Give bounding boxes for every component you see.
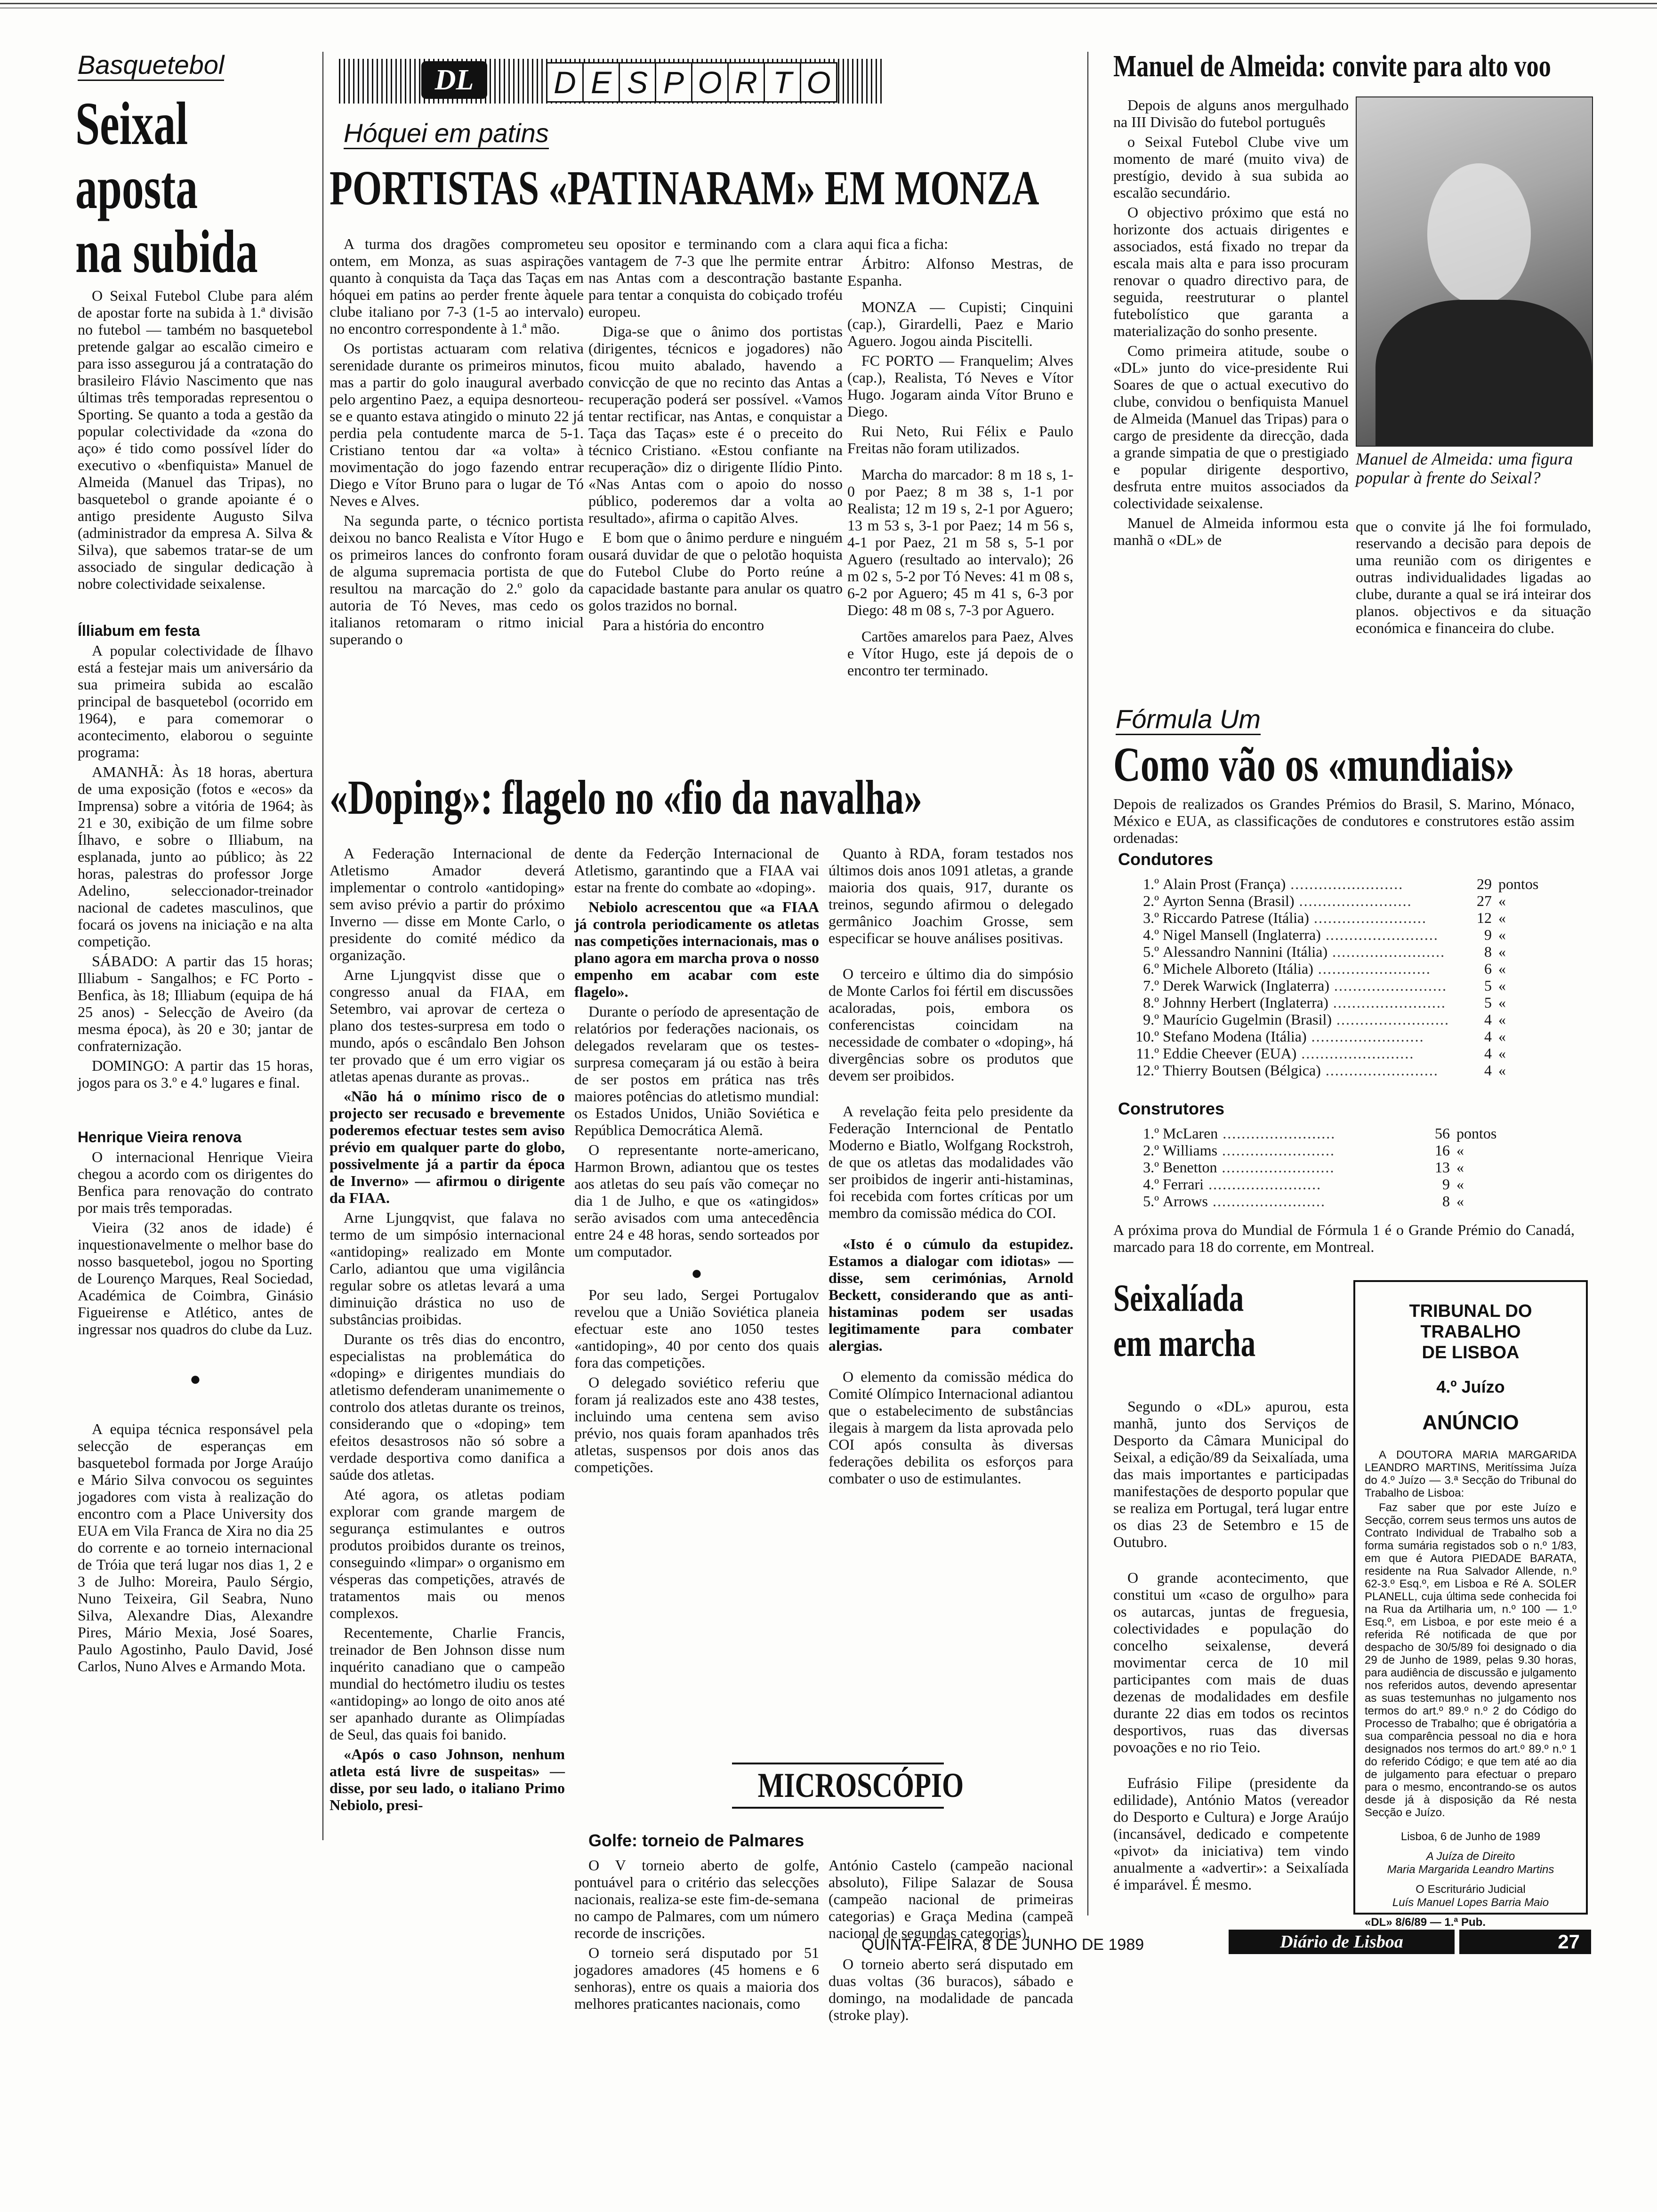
constructors-title: Construtores (1118, 1099, 1225, 1118)
doping-para: «Após o caso Johnson, nenhum atleta está livre de suspeitas» — disse, por seu lado, o italiano Primo Nebiolo, presi- (330, 1746, 565, 1813)
doping-para: O terceiro e último dia do simpósio de Monte Carlos foi fértil em discussões acaloradas, pois, embora os conferencistas coincidam na necessidade de combater o «doping», há divergências sobre os produtos que devem ser proibidos. (828, 965, 1073, 1084)
standings-pos (1130, 994, 1163, 1011)
standings-row (1130, 943, 1555, 960)
standings-name (1163, 1142, 1408, 1159)
standings-points-text: 56 (1435, 1125, 1450, 1142)
standings-unit-text: « (1498, 1062, 1506, 1079)
standings-name-text: Benetton (1163, 1159, 1217, 1176)
tribunal-title: TRIBUNAL DO TRABALHO DE LISBOA (1409, 1301, 1532, 1362)
standings-points (1449, 994, 1498, 1011)
doping-para: Até agora, os atletas podiam explorar com grande margem de segurança estimulantes e outros produtos proibidos durante os treinos, conseguindo «limpar» o organismo em vésperas das competições, através de tratamentos mais ou menos complexos. (330, 1486, 565, 1621)
leader-dots: ........................ (1327, 943, 1446, 960)
standings-row (1130, 909, 1555, 926)
standings-points-text: 4 (1484, 1011, 1492, 1028)
standings-unit (1498, 994, 1555, 1011)
doping-para: Arne Ljungqvist disse que o congresso anual da FIAA, em Setembro, vai aprovar de certeza o plano dos testes-surpresa em todo o mundo, após o escândalo Ben Johson ter provado que é um erro vigiar os atletas apenas durante as provas.. (330, 966, 565, 1085)
standings-unit-text: « (1456, 1176, 1464, 1193)
hoquei-col-2 (588, 235, 843, 636)
microscopio-box (732, 1763, 964, 1809)
standings-unit-text: « (1456, 1159, 1464, 1176)
photo-caption: Manuel de Almeida: uma figura popular à frente do Seixal? (1356, 449, 1573, 487)
section-formula: Fórmula Um (1116, 704, 1261, 734)
standings-unit-text: « (1498, 977, 1506, 994)
logo-dl: DL (434, 64, 474, 96)
sub-illiabum: Ílliabum em festa (78, 622, 200, 639)
standings-points (1449, 892, 1498, 909)
standings-name (1163, 1062, 1449, 1079)
standings-name (1163, 1193, 1408, 1210)
leader-dots: ........................ (1207, 1193, 1326, 1210)
doping-para: Quanto à RDA, foram testados nos últimos dois anos 1091 atletas, a grande maioria dos quais, 917, durante os treinos, segundo afirmou o delegado germânico Joachim Grosse, sem especificar se houve análises positivas. (828, 845, 1073, 946)
hoquei-para: FC PORTO — Franquelim; Alves (cap.), Realista, Tó Neves e Vítor Hugo. Jogaram ainda Vítor Bruno e Diego. (847, 352, 1073, 420)
standings-row (1130, 1011, 1555, 1028)
banner-letter: S (619, 64, 655, 101)
standings-pos-text: 2.º (1143, 892, 1159, 909)
seixaliada-para: Segundo o «DL» apurou, esta manhã, junto dos Serviços de Desporto da Câmara Municipal do Seixal, a edição/89 da Seixalíada, uma das mais importantes e participadas manifestações de desporto popular que se realiza em Portugal, terá lugar entre os dias 23 de Setembro e 15 de Outubro. (1113, 1398, 1349, 1550)
sub-henrique: Henrique Vieira renova (78, 1129, 241, 1146)
standings-row (1130, 1028, 1555, 1045)
standings-pos (1130, 926, 1163, 943)
leader-dots: ........................ (1217, 1142, 1335, 1159)
clerk-name: Luís Manuel Lopes Barria Maio (1392, 1896, 1549, 1909)
left-column (78, 287, 313, 1677)
standings-name-text: Maurício Gugelmin (Brasil) (1163, 1011, 1332, 1028)
hoquei-para: Árbitro: Alfonso Mestras, de Espanha. (847, 255, 1073, 289)
standings-unit (1498, 1062, 1555, 1079)
headline-mundiais: Como vão os «mundiais» (1113, 737, 1515, 792)
photo-head (1427, 163, 1531, 305)
standings-pos (1130, 1045, 1163, 1062)
standings-unit-text: « (1498, 1045, 1506, 1062)
standings-pos-text: 1.º (1143, 1125, 1159, 1142)
bullet: ● (189, 1368, 201, 1389)
tribunal-body: Faz saber que por este Juízo e Secção, correm seus termos uns autos de Contrato Individual de Trabalho sob a forma sumária registados sob o n.º 1/83, em que é Autora PIEDADE BARATA, residente na Rua Salvador Allende, n.º 62-3.º Esq.º, em Lisboa e Ré A. SOLER PLANELL, cuja última sede conhecida foi na Rua da Artilharia um, n.º 100 — 1.º Esq.º, em Lisboa, e por este meio é a referida Ré notificada de que por despacho de 30/5/89 foi designado o dia 29 de Junho de 1989, pelas 9.30 horas, para audiência de discussão e julgamento nos referidos autos, devendo apresentar as suas testemunhas no julgamento nos termos do art.º 89.º n.º 2 do Código do Processo de Trabalho; que é obrigatória a sua comparência pessoal no dia e hora designados nos termos do art.º 89.º n.º 1 do referido Código; e que tem até ao dia de julgamento para efectuar o preparo para o mesmo, encontrando-se os autos desde já à disposição da Ré nesta Secção e Juízo. (1365, 1501, 1577, 1819)
leader-dots: ........................ (1320, 1062, 1439, 1079)
left-para: DOMINGO: A partir das 15 horas, jogos para os 3.º e 4.º lugares e final. (78, 1057, 313, 1091)
standings-pos (1130, 977, 1163, 994)
judge-title: A Juíza de Direito (1426, 1850, 1515, 1863)
standings-points (1449, 960, 1498, 977)
f1-intro: Depois de realizados os Grandes Prémios do Brasil, S. Marino, Mónaco, México e EUA, as classificações de condutores e construtores estão assim ordenadas: (1113, 795, 1575, 846)
standings-name (1163, 1159, 1408, 1176)
leader-dots: ........................ (1313, 960, 1431, 977)
standings-points-text: 12 (1477, 909, 1492, 926)
footer-masthead (1229, 1930, 1455, 1954)
standings-name (1163, 960, 1449, 977)
standings-name (1163, 994, 1449, 1011)
standings-unit (1498, 943, 1555, 960)
standings-unit-text: « (1456, 1193, 1464, 1210)
tribunal-anuncio: ANÚNCIO (1422, 1411, 1519, 1434)
standings-unit (1456, 1142, 1513, 1159)
leader-dots: ........................ (1204, 1176, 1322, 1193)
standings-unit-text: « (1498, 1028, 1506, 1045)
judge-name: Maria Margarida Leandro Martins (1387, 1863, 1554, 1876)
standings-points (1449, 943, 1498, 960)
f1-outro: A próxima prova do Mundial de Fórmula 1 é o Grande Prémio do Canadá, marcado para 18 do corrente, em Montreal. (1113, 1221, 1575, 1255)
doping-para: Nebiolo acrescentou que «a FIAA já controla periodicamente os atletas nas competições internacionais, mas o plano agora em marcha prova o nosso empenho em acabar com este flagelo». (574, 898, 819, 1000)
standings-points-text: 8 (1484, 943, 1492, 960)
standings-row (1130, 926, 1555, 943)
top-rule (0, 3, 1657, 4)
left-para: A popular colectividade de Ílhavo está a festejar mais um aniversário da sua primeira subida ao escalão principal de basquetebol (ocorrido em 1964), e para comemorar o acontecimento, elaborou o seguinte programa: (78, 642, 313, 761)
standings-row (1130, 892, 1555, 909)
standings-points (1408, 1142, 1456, 1159)
standings-name-text: Williams (1163, 1142, 1218, 1159)
standings-points-text: 16 (1435, 1142, 1450, 1159)
banner-letter: E (582, 64, 619, 101)
standings-points-text: 9 (1484, 926, 1492, 943)
almeida-col-2 (1356, 518, 1591, 639)
standings-points-text: 5 (1484, 994, 1492, 1011)
hoquei-para: Na segunda parte, o técnico portista deixou no banco Realista e Vítor Hugo e os primeiros lances do confronto foram de alguma supremacia portista de que resultou na marcação do 2.º golo da autoria de Tó Neves, mas cedo os italianos retomaram o ritmo inicial superando o (330, 512, 584, 648)
section-hoquei: Hóquei em patins (344, 118, 549, 148)
footer-paper: Diário de Lisboa (1280, 1932, 1403, 1952)
standings-points (1449, 1045, 1498, 1062)
standings-pos-text: 1.º (1143, 875, 1159, 892)
standings-row (1130, 1125, 1513, 1142)
standings-pos-text: 4.º (1143, 1176, 1159, 1193)
standings-pos (1130, 1159, 1163, 1176)
hoquei-para: E bom que o ânimo perdure e ninguém ousará duvidar de que o pelotão hoquista do Futebol Clube do Porto reúne a capacidade bastante para anular os quatro golos trazidos no bornal. (588, 529, 843, 614)
hoquei-para: seu opositor e terminando com a clara vantagem de 7-3 que lhe permite entrar nas Antas com a descontração bastante para tentar a conquista do cobiçado troféu europeu. (588, 235, 843, 320)
standings-name-text: Ferrari (1163, 1176, 1204, 1193)
micro-col-1 (574, 1857, 819, 2015)
standings-name (1163, 1045, 1449, 1062)
micro-para: O V torneio aberto de golfe, pontuável para o critério das selecções nacionais, realiza-se este fim-de-semana no campo de Palmares, com um número recorde de inscrições. (574, 1857, 819, 1941)
seixaliada-para: Eufrásio Filipe (presidente da edilidade), António Matos (vereador do Desporto e Cultura) e Jorge Araújo (incansável, dedicado e competente «pivot» da iniciativa) tem vindo anualmente a «advertir»: a Seixalíada é imparável. É mesmo. (1113, 1774, 1349, 1893)
hoquei-para: MONZA — Cupisti; Cinquini (cap.), Girardelli, Paez e Mario Aguero. Jogou ainda Piscitelli. (847, 298, 1073, 349)
seixaliada-para: O grande acontecimento, que constitui um «caso de orgulho» para os autarcas, juntas de freguesia, colectividades e população do concelho seixalense, deverá movimentar cerca de 10 mil participantes com mais de duas dezenas de modalidades em desfile durante 22 dias em todos os recintos desportivos, ruas das diversas povoações e no rio Teio. (1113, 1569, 1349, 1755)
standings-pos-text: 3.º (1143, 909, 1159, 926)
standings-row (1130, 1142, 1513, 1159)
standings-points-text: 27 (1477, 892, 1492, 909)
banner-letter: D (554, 65, 576, 100)
standings-points-text: 5 (1484, 977, 1492, 994)
standings-points (1449, 977, 1498, 994)
almeida-para: Depois de alguns anos mergulhado na III Divisão do futebol português (1113, 96, 1349, 130)
standings-name-text: Ayrton Senna (Brasil) (1163, 892, 1295, 909)
left-para: AMANHÃ: Às 18 horas, abertura de uma exposição (fotos e «ecos» da Imprensa) sobre a vitória de 1964; às 21 e 30, exibição de um filme sobre Ílhavo, e sobre o Illiabum, na esplanada, junto ao público; às 22 horas, palestras do professor Jorge Adelino, seleccionador-treinador nacional de cadetes masculinos, que focará os jovens na iniciação e na alta competição. (78, 763, 313, 950)
leader-dots: ........................ (1296, 1045, 1415, 1062)
left-para: A equipa técnica responsável pela selecção de esperanças em basquetebol formada por Jorge Araújo e Mário Silva convocou os seguintes jogadores com vista à realização do encontro com a Place University dos EUA em Vila Franca de Xira no dia 25 do corrente e ao torneio internacional de Tróia que terá lugar nos dias 1, 2 e 3 de Julho: Moreira, Paulo Sérgio, Nuno Teixeira, Gil Seabra, Nuno Silva, Alexandre Dias, Alexandre Pires, Mário Mexia, José Soares, Paulo Agostinho, Paulo David, José Carlos, Nuno Alves e Armando Mota. (78, 1420, 313, 1675)
standings-unit (1498, 875, 1555, 892)
banner-logo (421, 61, 487, 99)
doping-para: Durante o período de apresentação de relatórios por federações nacionais, os delegados revelaram que os testes-surpresa começaram já ou estão à beira de ser postos em prática nas três maiores potências do atletismo mundial: os Estados Unidos, União Soviética e República Democrática Alemã. (574, 1003, 819, 1138)
standings-pos-text: 10.º (1135, 1028, 1159, 1045)
standings-pos (1130, 892, 1163, 909)
standings-row (1130, 875, 1555, 892)
standings-name (1163, 1125, 1408, 1142)
standings-points (1449, 926, 1498, 943)
drivers-table (1130, 875, 1555, 1079)
doping-para: A Federação Internacional de Atletismo Amador deverá implementar o controlo «antidoping» sem aviso prévio a partir do próximo Inverno — disse em Monte Carlo, o presidente do comité médico da organização. (330, 845, 565, 963)
leader-dots: ........................ (1294, 892, 1412, 909)
hoquei-para: aqui fica a ficha: (847, 235, 949, 252)
standings-unit (1498, 1028, 1555, 1045)
standings-unit (1456, 1176, 1513, 1193)
standings-pos-text: 9.º (1143, 1011, 1159, 1028)
doping-para: dente da Federção Internacional de Atletismo, garantindo que a FIAA vai estar na frente do combate ao «doping». (574, 845, 819, 896)
standings-points-text: 4 (1484, 1028, 1492, 1045)
standings-name-text: Johnny Herbert (Inglaterra) (1163, 994, 1328, 1011)
photo-body (1375, 300, 1592, 447)
standings-pos-text: 8.º (1143, 994, 1159, 1011)
standings-row (1130, 1159, 1513, 1176)
hoquei-para: Diga-se que o ânimo dos portistas (dirigentes, técnicos e jogadores) não ficou muito abalado, havendo a convicção de que no recinto das Antas a recuperação poderá ser possível. «Vamos tentar rectificar, nas Antas, e conquistar a Taça das Taças» este é o preceito do técnico Cristiano. «Estou confiante na recuperação» diz o dirigente Ilídio Pinto. «Nas Antas com o apoio do nosso público, poderemos dar a volta ao resultado», afirma o capitão Alves. (588, 323, 843, 526)
standings-points (1449, 1062, 1498, 1079)
standings-unit (1498, 1011, 1555, 1028)
standings-points (1408, 1125, 1456, 1142)
standings-name-text: Derek Warwick (Inglaterra) (1163, 977, 1329, 994)
doping-para: Por seu lado, Sergei Portugalov revelou que a União Soviética planeia efectuar este ano 1050 testes «antidoping», 40 por cento dos quais fora das competições. (574, 1286, 819, 1371)
standings-points (1449, 875, 1498, 892)
standings-unit (1498, 909, 1555, 926)
footer-page (1459, 1930, 1591, 1954)
leader-dots: ........................ (1286, 875, 1404, 892)
standings-unit (1456, 1125, 1513, 1142)
standings-name-text: Alain Prost (França) (1163, 875, 1286, 892)
banner-letter: O (691, 64, 727, 101)
banner-letter: R (727, 64, 764, 101)
microscopio-title: MICROSCÓPIO (757, 1766, 964, 1805)
standings-name (1163, 943, 1449, 960)
banner-letters (546, 62, 837, 103)
headline-doping: «Doping»: flagelo no «fio da navalha» (330, 770, 923, 825)
leader-dots: ........................ (1309, 909, 1427, 926)
leader-dots: ........................ (1217, 1159, 1335, 1176)
micro-para: O torneio será disputado por 51 jogadores amadores (45 homens e 6 senhoras), entre os quais a maioria dos melhores praticantes nacionais, como (574, 1944, 819, 2012)
standings-name-text: Riccardo Patrese (Itália) (1163, 909, 1309, 926)
standings-unit-text: « (1498, 892, 1506, 909)
hoquei-para: Marcha do marcador: 8 m 18 s, 1-0 por Paez; 8 m 38 s, 1-1 por Realista; 12 m 19 s, 2-1 por Aguero; 13 m 53 s, 3-1 por Paez; 14 m 56 s, 4-1 por Paez, 21 m 58 s, 5-1 por Aguero (resultado ao intervalo); 26 m 02 s, 5-2 por Tó Neves: 41 m 08 s, 6-2 por Aguero; 45 m 41 s, 6-3 por Diego: 48 m 08 s, 7-3 por Aguero. (847, 466, 1073, 618)
almeida-para: que o convite já lhe foi formulado, reservando a decisão para depois de uma reunião com os dirigentes e outras individualidades ligadas ao clube, durante a qual se irá inteirar dos planos. objectivos e da situação económica e financeira do clube. (1356, 518, 1591, 636)
doping-para: Recentemente, Charlie Francis, treinador de Ben Johnson disse num inquérito canadiano que o campeão mundial do hectómetro iludiu os testes «antidoping» ao longo de oito anos até ser apanhado durante as Olimpíadas de Seul, das quais foi banido. (330, 1624, 565, 1743)
standings-unit-text: « (1456, 1142, 1464, 1159)
standings-unit (1498, 892, 1555, 909)
standings-points-text: 9 (1442, 1176, 1450, 1193)
standings-unit-text: « (1498, 1011, 1506, 1028)
banner-letter: T (764, 64, 800, 101)
micro-para: António Castelo (campeão nacional absoluto), Filipe Salazar de Sousa (campeão nacional de primeiras categorias) e Graça Medina (campeã nacional de segundas categorias). (828, 1857, 1073, 1941)
standings-pos (1130, 960, 1163, 977)
standings-points-text: 13 (1435, 1159, 1450, 1176)
almeida-para: Como primeira atitude, soube o «DL» junto do vice-presidente Rui Soares de que o actual executivo do clube, convidou o benfiquista Manuel de Almeida (Manuel das Tripas) para o cargo de presidente da direcção, dada a grande simpatia de que o prestigiado e popular dirigente desportivo, desfruta entre muitos associados da colectividade seixalense. (1113, 342, 1349, 512)
standings-row (1130, 1176, 1513, 1193)
standings-pos (1130, 1193, 1163, 1210)
hoquei-para: A turma dos dragões comprometeu ontem, em Monza, as suas aspirações quanto à conquista da Taça das Taças em hóquei em patins ao perder frente àquele clube italiano por 7-3 (1-5 ao intervalo) no encontro correspondente à 1.ª mão. (330, 235, 584, 337)
standings-points-text: 29 (1477, 875, 1492, 892)
standings-name-text: Michele Alboreto (Itália) (1163, 960, 1313, 977)
page-number: 27 (1558, 1931, 1580, 1953)
standings-points-text: 4 (1484, 1062, 1492, 1079)
doping-para: A revelação feita pelo presidente da Federação Interncional de Pentatlo Moderno e Biatlo, Wolfgang Rockstroh, de que os atletas das modalidades vão ser proibidos de ingerir anti-histaminas, foi recebida com fortes críticas por um membro da comissão médica do COI. (828, 1103, 1073, 1221)
standings-unit-text: « (1498, 943, 1506, 960)
standings-name (1163, 1011, 1449, 1028)
standings-pos (1130, 1125, 1163, 1142)
hoquei-para: Para a história do encontro (603, 617, 764, 633)
standings-points (1449, 1011, 1498, 1028)
standings-name (1163, 909, 1449, 926)
almeida-para: o Seixal Futebol Clube vive um momento de maré (muito viva) de prestígio, devido à sua subida ao escalão secundário. (1113, 133, 1349, 201)
standings-unit-text: pontos (1456, 1125, 1497, 1142)
standings-name-text: Alessandro Nannini (Itália) (1163, 943, 1328, 960)
hoquei-para: Rui Neto, Rui Félix e Paulo Freitas não foram utilizados. (847, 423, 1073, 457)
micro-sub: Golfe: torneio de Palmares (588, 1831, 804, 1850)
standings-row (1130, 1045, 1555, 1062)
standings-name (1163, 977, 1449, 994)
standings-pos-text: 4.º (1143, 926, 1159, 943)
standings-points (1408, 1193, 1456, 1210)
standings-name (1163, 1176, 1408, 1193)
standings-pos-text: 5.º (1143, 943, 1159, 960)
headline-seixaliada: Seixalíada em marcha (1113, 1276, 1256, 1364)
standings-pos (1130, 1142, 1163, 1159)
seixaliada-col (1113, 1398, 1349, 1896)
standings-name-text: McLaren (1163, 1125, 1218, 1142)
standings-name (1163, 892, 1449, 909)
standings-unit (1456, 1159, 1513, 1176)
micro-para: O torneio aberto será disputado em duas voltas (36 buracos), sábado e domingo, na modalidade de pancada (stroke play). (828, 1956, 1073, 2023)
left-para: O internacional Henrique Vieira chegou a acordo com os dirigentes do Benfica para renovação do contrato por mais três temporadas. (78, 1148, 313, 1216)
standings-pos-text: 12.º (1135, 1062, 1159, 1079)
doping-para: Arne Ljungqvist, que falava no termo de um simpósio internacional «antidoping» realizado em Monte Carlo, adiantou que uma vigilância regular sobre os atletas levará a uma diminuição drástica no uso de substâncias proibidas. (330, 1209, 565, 1328)
tribunal-date: Lisboa, 6 de Junho de 1989 (1400, 1830, 1541, 1843)
left-para: O Seixal Futebol Clube para além de apostar forte na subida à 1.ª divisão no futebol — também no basquetebol pretende galgar ao escalão cimeiro e para isso assegurou já a contratação do brasileiro Flávio Nascimento que nas últimas três temporadas representou o Sporting. Se quanto a toda a gestão da popular colectividade da «zona do aço» é tido como possível líder do executivo o «benfiquista» Manuel de Almeida (Manuel das Tripas), no basquetebol o grande apoiante é o antigo presidente Augusto Silva (administrador da empresa A. Silva & Silva), que sabemos tratar-se de um associado de singular dedicação à nobre colectividade seixalense. (78, 287, 313, 592)
almeida-col-1 (1113, 96, 1349, 551)
standings-unit-text: « (1498, 909, 1506, 926)
almeida-para: Manuel de Almeida informou esta manhã o «DL» de (1113, 514, 1349, 548)
standings-name (1163, 1028, 1449, 1045)
standings-points-text: 4 (1484, 1045, 1492, 1062)
standings-pos (1130, 909, 1163, 926)
doping-col-2 (574, 845, 819, 1478)
standings-row (1130, 960, 1555, 977)
leader-dots: ........................ (1332, 1011, 1450, 1028)
doping-col-1 (330, 845, 565, 1816)
standings-unit (1498, 960, 1555, 977)
standings-row (1130, 1193, 1513, 1210)
constructors-table (1130, 1125, 1513, 1210)
standings-name-text: Arrows (1163, 1193, 1208, 1210)
section-basquetebol: Basquetebol (78, 49, 224, 80)
drivers-title: Condutores (1118, 850, 1213, 869)
standings-row (1130, 977, 1555, 994)
hoquei-col-3 (847, 235, 1073, 681)
left-para: Vieira (32 anos de idade) é inquestionavelmente o melhor base do nosso basquetebol, jogou no Sporting de Lourenço Marques, Real Sociedad, Académica de Coimbra, Ginásio Figueirense e Atlético, antes de ingressar nos quadros do clube da Luz. (78, 1219, 313, 1338)
standings-pos-text: 2.º (1143, 1142, 1159, 1159)
tribunal-juizo: 4.º Juízo (1436, 1377, 1505, 1396)
standings-pos-text: 3.º (1143, 1159, 1159, 1176)
banner-letter: P (655, 64, 691, 101)
standings-points (1408, 1159, 1456, 1176)
standings-unit (1498, 977, 1555, 994)
standings-name (1163, 926, 1449, 943)
doping-col-3 (828, 845, 1073, 1490)
standings-name-text: Stefano Modena (Itália) (1163, 1028, 1307, 1045)
bullet: ● (691, 1262, 703, 1283)
standings-pos (1130, 1028, 1163, 1045)
standings-unit-text: « (1498, 994, 1506, 1011)
hoquei-para: Os portistas actuaram com relativa serenidade durante os primeiros minutos, mas a partir do golo inaugural averbado pelo argentino Paez, a equipa desnorteou-se e quanto estava atingido o minuto 22 já perdia pela contudente marca de 5-1. Cristiano tentou dar «a volta» à movimentação do jogo fazendo entrar Diego e Vítor Bruno para o lugar de Tó Neves e Alves. (330, 340, 584, 509)
standings-points-text: 8 (1442, 1193, 1450, 1210)
almeida-para: O objectivo próximo que está no horizonte dos actuais dirigentes e associados, está fixado no trepar da escala mais alta e para isso procuram renovar o quadro directivo para, de seguida, reestruturar o plantel futebolístico que garanta a materialização do sonho presente. (1113, 204, 1349, 339)
tribunal-lead: A DOUTORA MARIA MARGARIDA LEANDRO MARTINS, Meritíssima Juíza do 4.º Juízo — 3.ª Secção do Tribunal do Trabalho de Lisboa: (1365, 1449, 1577, 1499)
standings-pos-text: 5.º (1143, 1193, 1159, 1210)
clerk-title: O Escriturário Judicial (1416, 1883, 1526, 1896)
standings-pos-text: 7.º (1143, 977, 1159, 994)
standings-points (1449, 1028, 1498, 1045)
headline-almeida: Manuel de Almeida: convite para alto voo (1113, 49, 1551, 83)
almeida-photo (1356, 96, 1593, 447)
standings-pos (1130, 1062, 1163, 1079)
hoquei-para: Cartões amarelos para Paez, Alves e Vítor Hugo, este já depois de o encontro ter terminado. (847, 628, 1073, 679)
standings-name (1163, 875, 1449, 892)
standings-unit-text: « (1498, 926, 1506, 943)
leader-dots: ........................ (1306, 1028, 1424, 1045)
doping-para: Durante os três dias do encontro, especialistas na problemática do «doping» e dirigentes mundiais do atletismo defenderam unanimemente o controlo dos atletas durante os treinos, considerando que o «doping» tem efeitos desastrosos não só sobre a verdade desportiva como danifica a saúde dos atletas. (330, 1330, 565, 1483)
standings-row (1130, 1062, 1555, 1079)
standings-pos-text: 6.º (1143, 960, 1159, 977)
standings-name-text: Thierry Boutsen (Bélgica) (1163, 1062, 1321, 1079)
standings-unit-text: « (1498, 960, 1506, 977)
standings-unit (1498, 1045, 1555, 1062)
column-rule (1087, 52, 1088, 1915)
headline-seixal: Seixal aposta na subida (75, 90, 258, 286)
standings-unit (1456, 1193, 1513, 1210)
standings-points (1449, 909, 1498, 926)
banner-letter: O (800, 64, 836, 101)
standings-pos-text: 11.º (1136, 1045, 1159, 1062)
desporto-banner (339, 56, 885, 108)
standings-points (1408, 1176, 1456, 1193)
doping-para: O delegado soviético referiu que foram já realizados este ano 438 testes, incluindo uma centena sem aviso prévio, nos quais foram apanhados três atletas, suspensos por dois anos das competições. (574, 1374, 819, 1475)
standings-unit (1498, 926, 1555, 943)
doping-para: O representante norte-americano, Harmon Brown, adiantou que os testes aos atletas do seu país vão começar no dia 1 de Julho, e que os «atingidos» serão avisados com uma antecedência entre 24 e 48 horas, sendo sorteados por um computador. (574, 1141, 819, 1260)
leader-dots: ........................ (1329, 977, 1447, 994)
hoquei-col-1 (330, 235, 584, 650)
standings-pos (1130, 943, 1163, 960)
doping-para: «Não há o mínimo risco de o projecto ser recusado e brevemente poderemos efectuar testes sem aviso prévio em qualquer parte do globo, possivelmente já a partir da época de Inverno» — afirmou o dirigente da FIAA. (330, 1088, 565, 1206)
tribunal-box (1353, 1280, 1588, 1929)
standings-name-text: Eddie Cheever (EUA) (1163, 1045, 1297, 1062)
standings-pos (1130, 1011, 1163, 1028)
standings-unit-text: pontos (1498, 875, 1539, 892)
doping-para: «Isto é o cúmulo da estupidez. Estamos a dialogar com idiotas» — disse, sem cerimónias, Arnold Beckett, considerando que as anti-histaminas podem ser usadas legitimamente para combater alergias. (828, 1235, 1073, 1354)
leader-dots: ........................ (1320, 926, 1439, 943)
leader-dots: ........................ (1328, 994, 1446, 1011)
column-rule (322, 52, 323, 1840)
standings-row (1130, 994, 1555, 1011)
footer-date: QUINTA-FEIRA, 8 DE JUNHO DE 1989 (861, 1936, 1144, 1954)
standings-points-text: 6 (1484, 960, 1492, 977)
left-para: SÁBADO: A partir das 15 horas; Illiabum - Sangalhos; e FC Porto - Benfica, às 18; Illiabum (equipa de há 25 anos) - Selecção de Aveiro (da mesma época), às 20 e 30; jantar de confraternização. (78, 953, 313, 1054)
leader-dots: ........................ (1218, 1125, 1336, 1142)
tribunal-ref: «DL» 8/6/89 — 1.ª Pub. (1365, 1916, 1486, 1929)
standings-name-text: Nigel Mansell (Inglaterra) (1163, 926, 1321, 943)
standings-pos (1130, 875, 1163, 892)
headline-portistas: PORTISTAS «PATINARAM» EM MONZA (330, 161, 1039, 215)
standings-pos (1130, 1176, 1163, 1193)
doping-para: O elemento da comissão médica do Comité Olímpico Internacional adiantou que o estabelecimento de substâncias ilegais à margem da lista aprovada pelo COI após consulta às diversas federações debilita os esforços para combater o uso de estimulantes. (828, 1368, 1073, 1487)
